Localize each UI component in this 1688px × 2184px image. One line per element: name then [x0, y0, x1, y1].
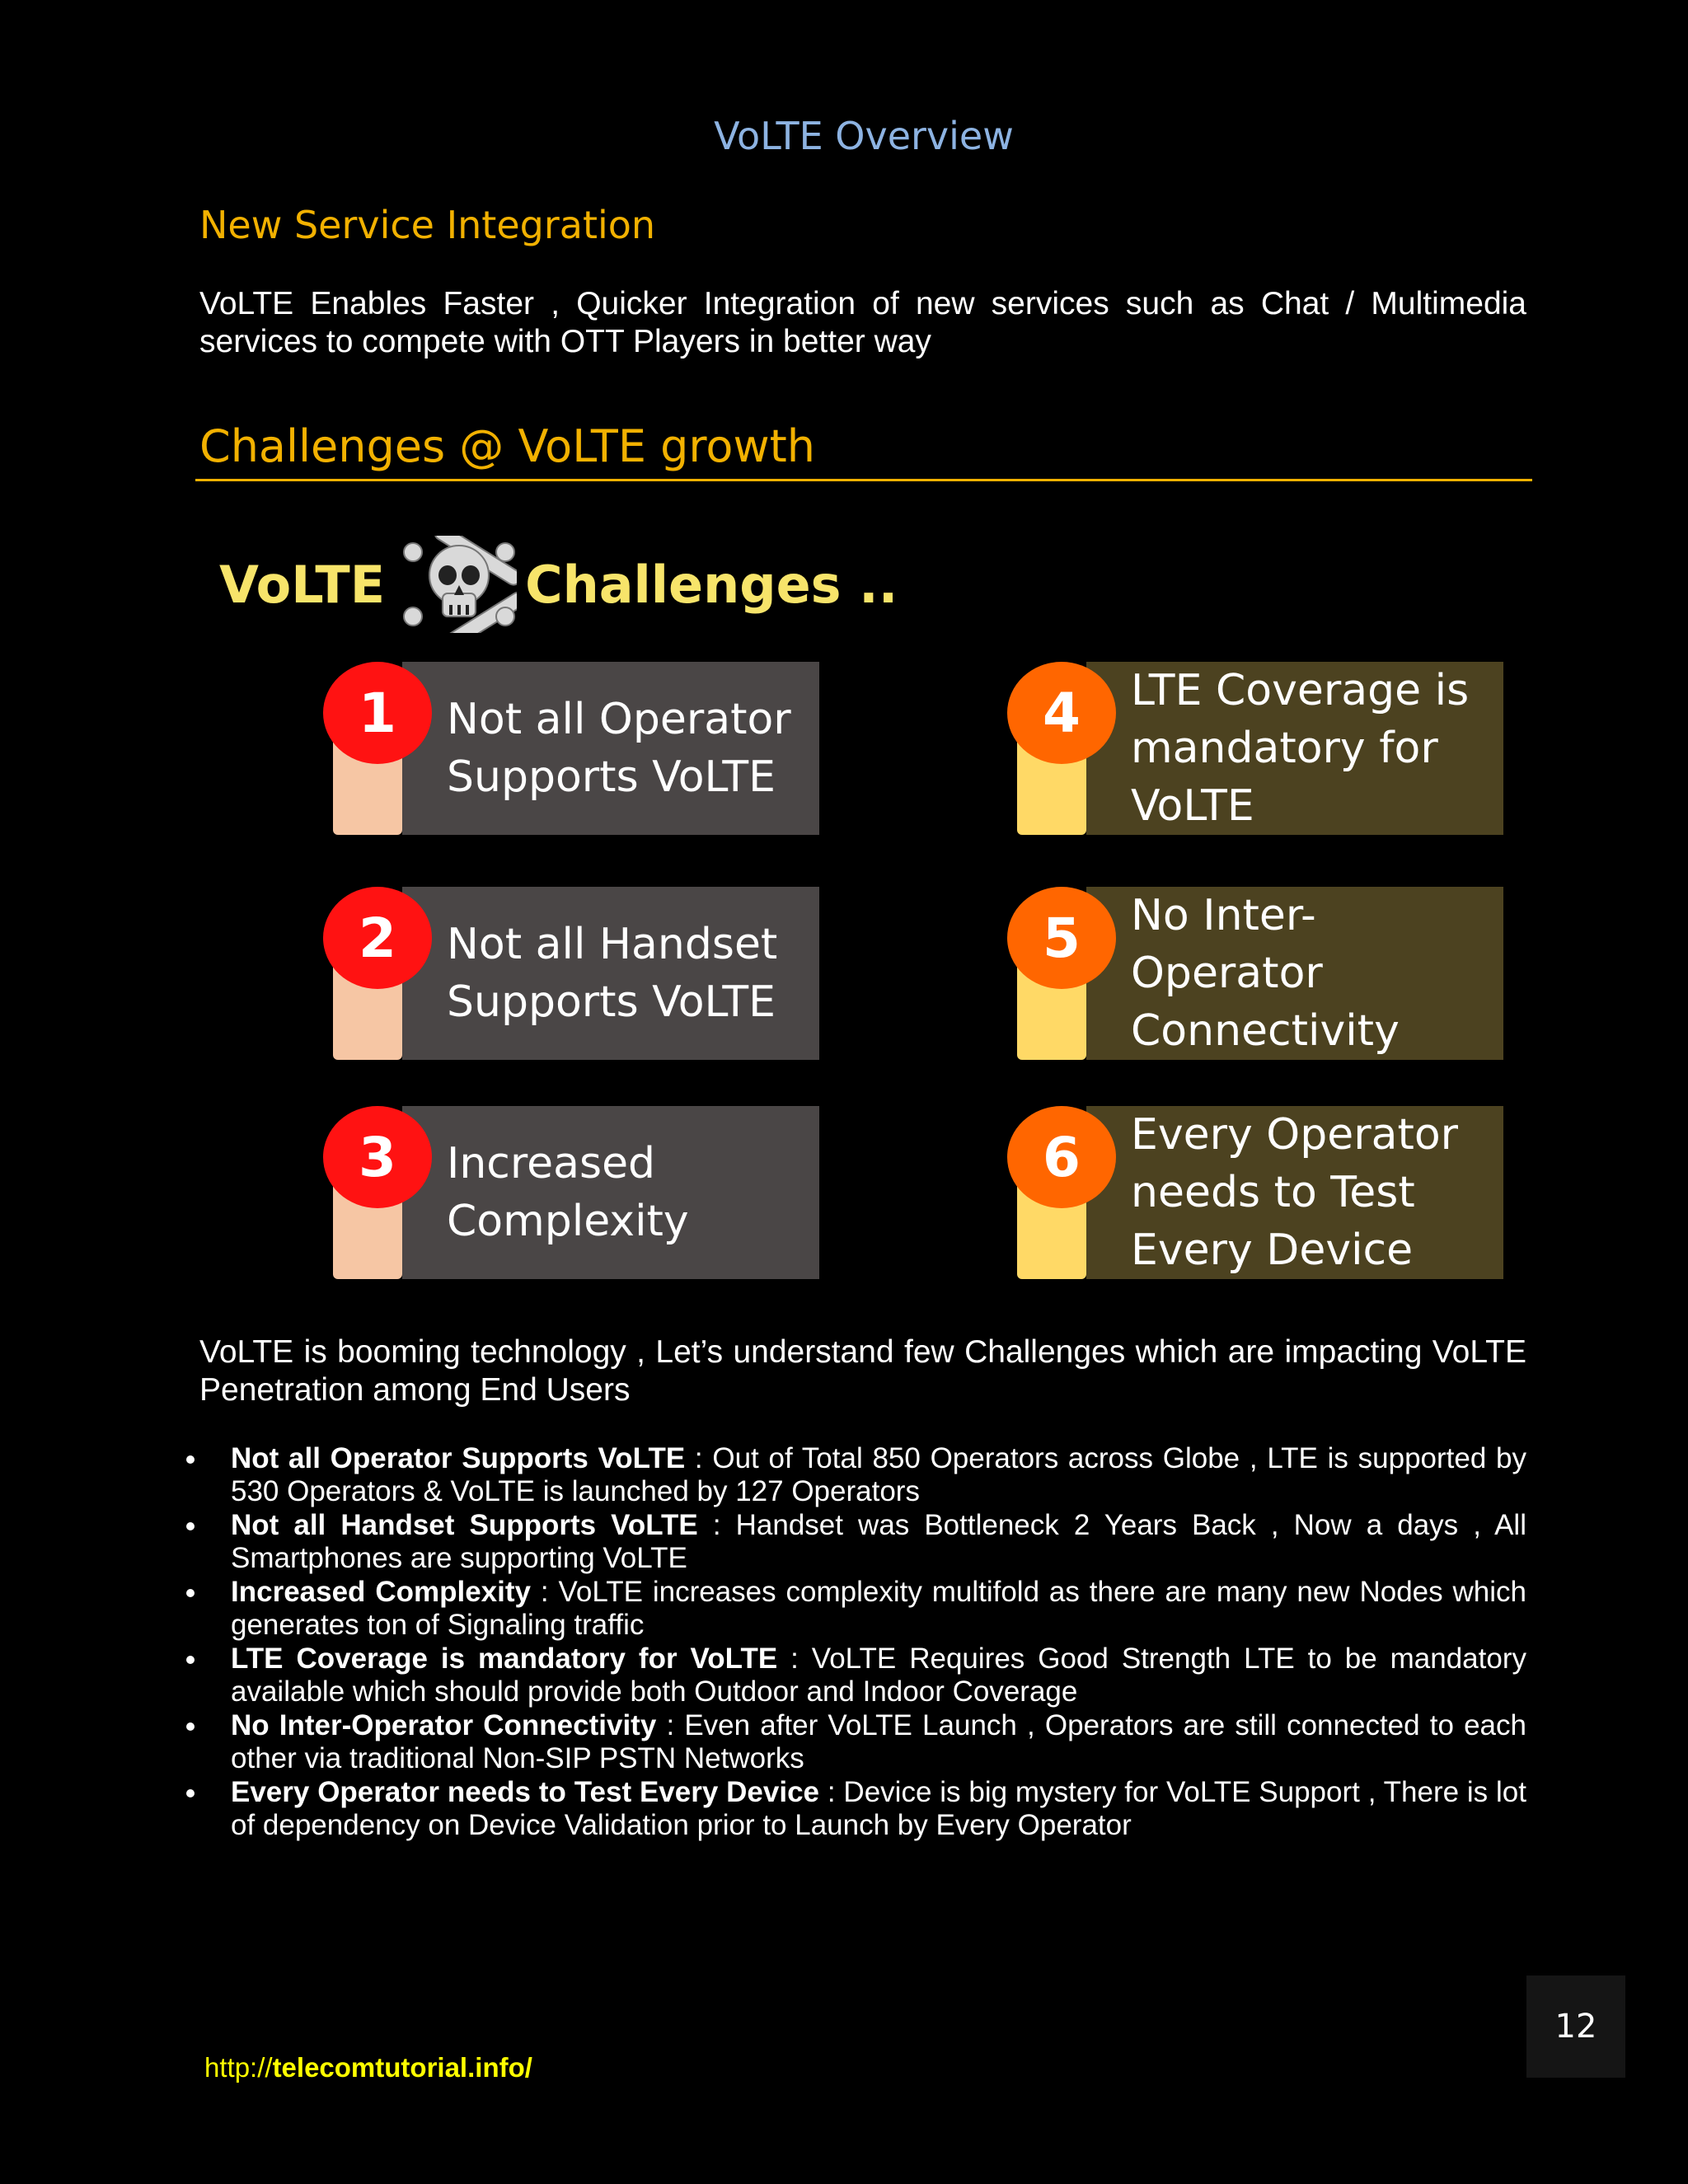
list-item-term: No Inter-Operator Connectivity	[231, 1709, 657, 1741]
list-item-term: Not all Operator Supports VoLTE	[231, 1442, 686, 1474]
section-title-challenges: Challenges @ VoLTE growth	[199, 420, 816, 472]
list-item	[231, 1509, 1526, 1575]
challenge-card-3	[333, 1106, 819, 1279]
list-item-term: LTE Coverage is mandatory for VoLTE	[231, 1643, 778, 1675]
infographic-title-left: VoLTE	[219, 554, 386, 615]
challenge-card-2	[333, 887, 819, 1060]
challenge-card-1	[333, 662, 819, 835]
list-item-term: Increased Complexity	[231, 1576, 531, 1608]
list-item-text: : Out of Total 850 Operators across Globe , LTE is supported by 530 Operators & VoLTE is launched by 127 Operators	[231, 1442, 1527, 1507]
card-label: Increased Complexity	[447, 1139, 689, 1246]
card-label: Not all Operator Supports VoLTE	[447, 695, 791, 802]
card-number-badge: 6	[1007, 1106, 1116, 1208]
list-item	[231, 1442, 1526, 1508]
challenges-list	[231, 1442, 1526, 1843]
list-item	[231, 1709, 1526, 1775]
infographic-title-right: Challenges ..	[525, 554, 898, 615]
card-label: Not all Handset Supports VoLTE	[447, 920, 778, 1027]
list-item	[231, 1576, 1526, 1642]
challenge-card-6	[1017, 1106, 1503, 1279]
section-title-new-service: New Service Integration	[199, 203, 656, 247]
challenge-card-4	[1017, 662, 1503, 835]
card-number-badge: 1	[323, 662, 432, 764]
intro-paragraph: VoLTE is booming technology , Let’s understand few Challenges which are impacting VoLTE Penetration among End Users	[199, 1334, 1526, 1408]
card-number-badge: 5	[1007, 887, 1116, 989]
footer-link-protocol: http://	[204, 2052, 273, 2083]
list-item-term: Not all Handset Supports VoLTE	[231, 1509, 698, 1541]
skull-crossbones-icon	[401, 536, 517, 633]
card-number-badge: 2	[323, 887, 432, 989]
footer-link-host: telecomtutorial.info/	[272, 2052, 532, 2083]
infographic-title	[219, 536, 898, 633]
list-item-term: Every Operator needs to Test Every Device	[231, 1776, 820, 1808]
page-number: 12	[1526, 1975, 1625, 2078]
card-label: Every Operator needs to Test Every Device	[1131, 1110, 1459, 1275]
list-item-text: : Device is big mystery for VoLTE Support , There is lot of dependency on Device Validation prior to Launch by Every Operator	[231, 1776, 1526, 1841]
list-item-text: : Even after VoLTE Launch , Operators are still connected to each other via traditional Non-SIP PSTN Networks	[231, 1709, 1526, 1774]
section-body-new-service: VoLTE Enables Faster , Quicker Integration of new services such as Chat / Multimedia services to compete with OTT Players in better way	[199, 286, 1526, 359]
card-label: No Inter-Operator Connectivity	[1131, 891, 1400, 1056]
footer-link[interactable]	[204, 2052, 532, 2083]
list-item	[231, 1643, 1526, 1708]
list-item-text: : VoLTE increases complexity multifold as there are many new Nodes which generates ton of Signaling traffic	[231, 1576, 1527, 1641]
section-divider	[195, 479, 1532, 481]
page-header: VoLTE Overview	[714, 114, 1014, 158]
card-label: LTE Coverage is mandatory for VoLTE	[1131, 666, 1470, 831]
list-item-text: : Handset was Bottleneck 2 Years Back , Now a days , All Smartphones are supporting VoLTE	[231, 1509, 1526, 1574]
list-item-text: : VoLTE Requires Good Strength LTE to be mandatory available which should provide both Outdoor and Indoor Coverage	[231, 1643, 1526, 1708]
challenge-card-5	[1017, 887, 1503, 1060]
card-number-badge: 3	[323, 1106, 432, 1208]
list-item	[231, 1776, 1526, 1842]
card-number-badge: 4	[1007, 662, 1116, 764]
